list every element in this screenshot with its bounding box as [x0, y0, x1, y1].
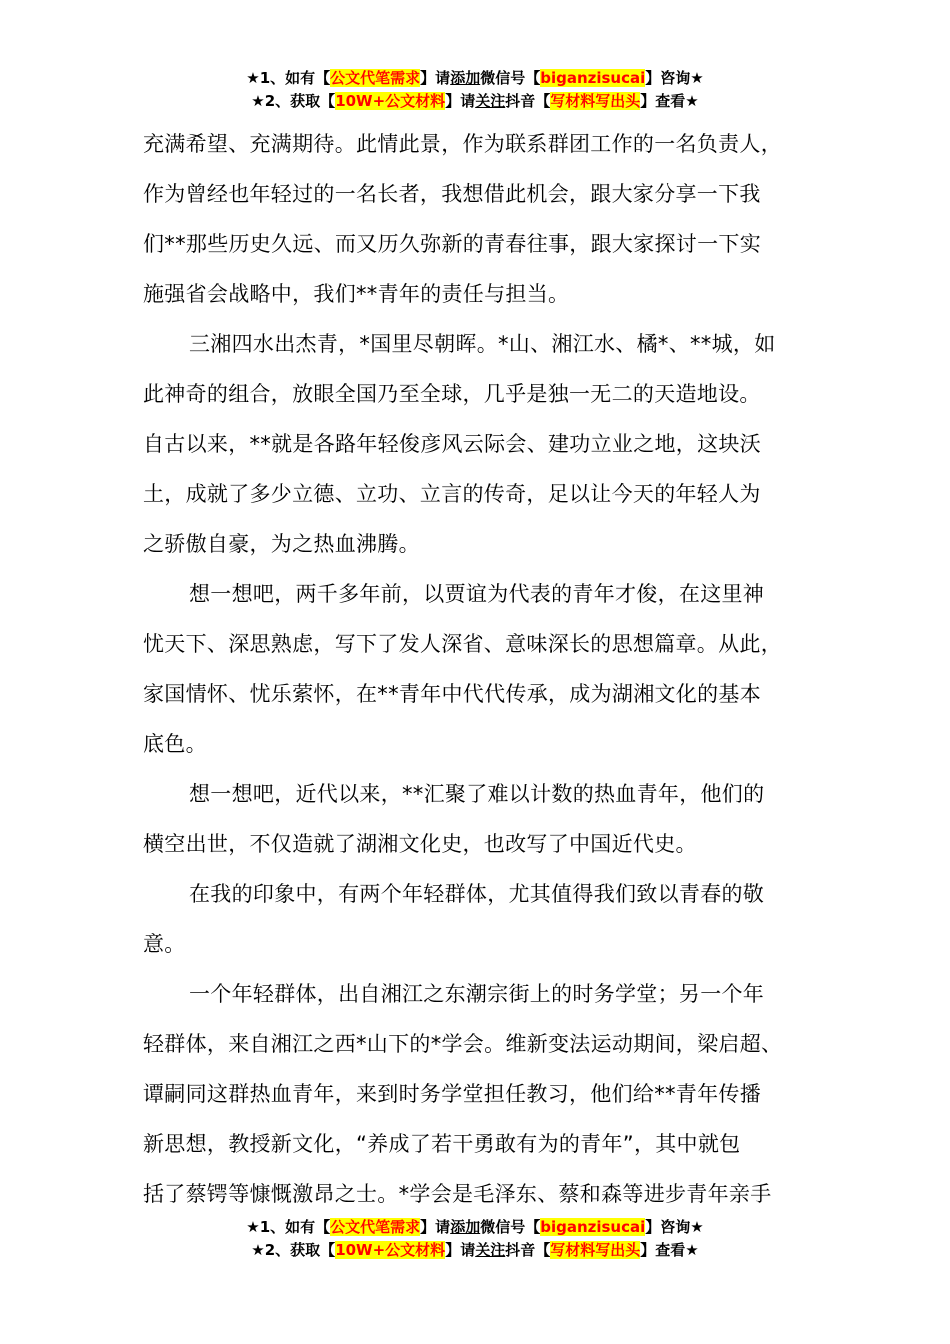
header-banner — [0, 67, 950, 113]
paragraph — [143, 969, 833, 1219]
highlight-service: 公文代笔需求 — [330, 69, 421, 87]
banner-line-1: ★1、如有【公文代笔需求】请添加微信号【biganzisucai】咨询★ — [246, 69, 704, 87]
text-line: 新思想，教授新文化，“养成了若干勇敢有为的青年”，其中就包 — [143, 1132, 741, 1156]
text-line: 此神奇的组合，放眼全国乃至全球，几乎是独一无二的天造地设。 — [143, 382, 761, 406]
document-body — [143, 119, 833, 1219]
text-line: 施强省会战略中，我们**青年的责任与担当。 — [143, 282, 570, 306]
highlight-service: 公文代笔需求 — [330, 1218, 421, 1236]
paragraph — [143, 319, 833, 569]
highlight-wechat-id: biganzisucai — [540, 1218, 646, 1236]
banner-line-2: ★2、获取【10W+公文材料】请关注抖音【写材料写出头】查看★ — [251, 92, 699, 110]
text-line: 想一想吧，近代以来，**汇聚了难以计数的热血青年，他们的 — [189, 782, 765, 806]
text-line: 横空出世，不仅造就了湖湘文化史，也改写了中国近代史。 — [143, 832, 697, 856]
banner-line-1: ★1、如有【公文代笔需求】请添加微信号【biganzisucai】咨询★ — [246, 1218, 704, 1236]
text-line: 谭嗣同这群热血青年，来到时务学堂担任教习，他们给**青年传播 — [143, 1082, 761, 1106]
highlight-douyin: 写材料写出头 — [550, 1241, 641, 1259]
text-line: 土，成就了多少立德、立功、立言的传奇，足以让今天的年轻人为 — [143, 482, 761, 506]
text-line: 忧天下、深思熟虑，写下了发人深省、意味深长的思想篇章。从此， — [143, 632, 782, 656]
paragraph — [143, 569, 833, 769]
highlight-materials: 10W+公文材料 — [335, 1241, 446, 1259]
highlight-materials: 10W+公文材料 — [335, 92, 446, 110]
text-line: 想一想吧，两千多年前，以贾谊为代表的青年才俊，在这里神 — [189, 582, 765, 606]
text-line: 充满希望、充满期待。此情此景，作为联系群团工作的一名负责人， — [143, 132, 782, 156]
text-line: 自古以来，**就是各路年轻俊彦风云际会、建功立业之地，这块沃 — [143, 432, 761, 456]
text-line: 括了蔡锷等慷慨激昂之士。*学会是毛泽东、蔡和森等进步青年亲手 — [143, 1182, 772, 1206]
text-line: 轻群体，来自湘江之西*山下的*学会。维新变法运动期间，梁启超、 — [143, 1032, 783, 1056]
banner-line-2: ★2、获取【10W+公文材料】请关注抖音【写材料写出头】查看★ — [251, 1241, 699, 1259]
highlight-wechat-id: biganzisucai — [540, 69, 646, 87]
text-line: 底色。 — [143, 732, 207, 756]
paragraph — [143, 869, 833, 969]
text-line: 家国情怀、忧乐萦怀，在**青年中代代传承，成为湖湘文化的基本 — [143, 682, 761, 706]
text-line: 在我的印象中，有两个年轻群体，尤其值得我们致以青春的敬 — [189, 882, 765, 906]
text-line: 作为曾经也年轻过的一名长者，我想借此机会，跟大家分享一下我 — [143, 182, 761, 206]
text-line: 一个年轻群体，出自湘江之东潮宗街上的时务学堂；另一个年 — [189, 982, 765, 1006]
text-line: 三湘四水出杰青，*国里尽朝晖。*山、湘江水、橘*、**城，如 — [189, 332, 776, 356]
footer-banner — [0, 1216, 950, 1262]
text-line: 意。 — [143, 932, 186, 956]
text-line: 之骄傲自豪，为之热血沸腾。 — [143, 532, 420, 556]
paragraph — [143, 119, 833, 319]
paragraph — [143, 769, 833, 869]
text-line: 们**那些历史久远、而又历久弥新的青春往事，跟大家探讨一下实 — [143, 232, 761, 256]
highlight-douyin: 写材料写出头 — [550, 92, 641, 110]
